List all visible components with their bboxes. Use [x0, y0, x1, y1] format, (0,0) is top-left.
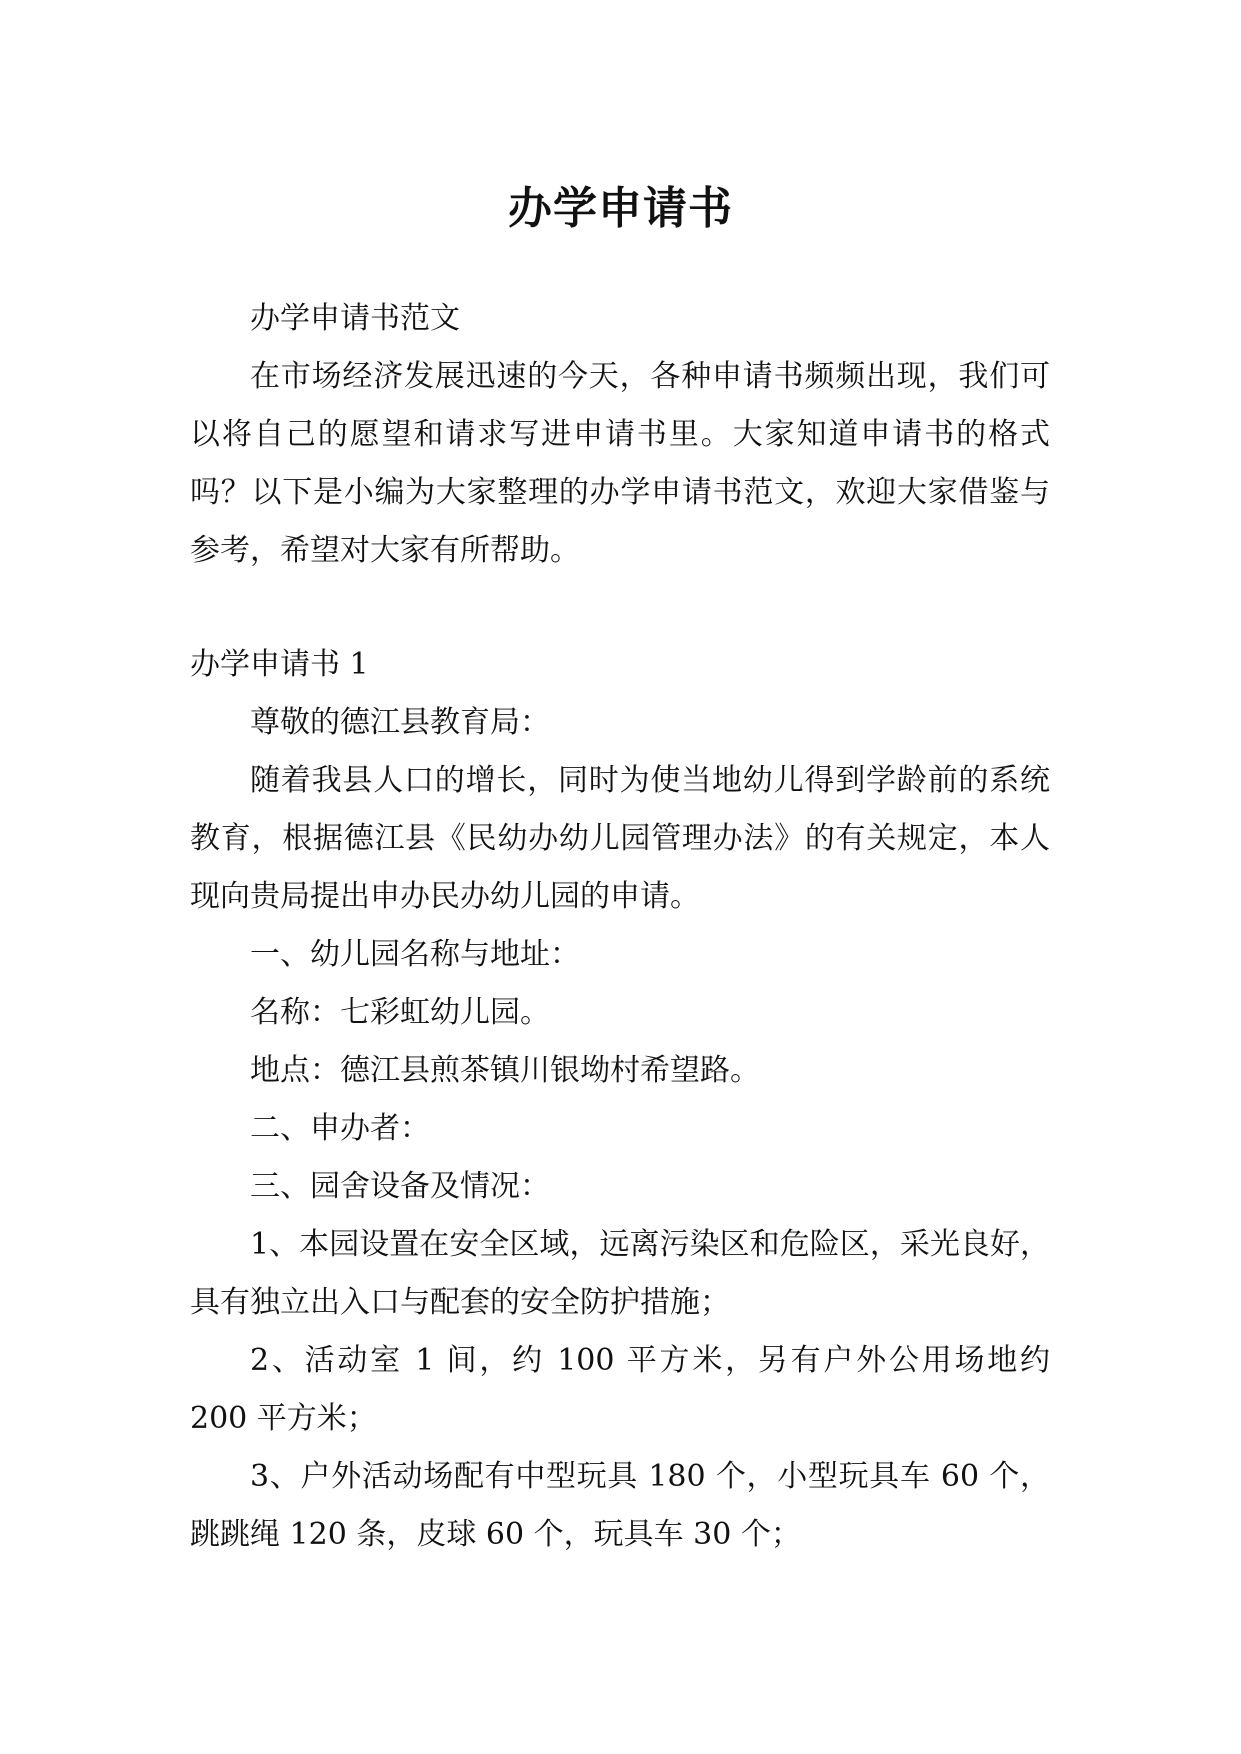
salutation: 尊敬的德江县教育局：	[250, 705, 550, 740]
facility-item-2: 2、活动室 1 间，约 100 平方米，另有户外公用场地约 200 平方米；	[190, 1343, 1050, 1436]
section-heading: 办学申请书 1	[190, 647, 369, 682]
facility-item-3: 3、户外活动场配有中型玩具 180 个，小型玩具车 60 个，跳跳绳 120 条，皮球 60 个，玩具车 30 个；	[190, 1459, 1050, 1552]
section-gap	[190, 580, 1050, 636]
item-address: 地点：德江县煎茶镇川银坳村希望路。	[250, 1053, 760, 1088]
item-heading-name-address: 一、幼儿园名称与地址：	[250, 937, 580, 972]
document-body	[190, 290, 1050, 1564]
paragraph-application: 随着我县人口的增长，同时为使当地幼儿得到学龄前的系统教育，根据德江县《民幼办幼儿园管理办法》的有关规定，本人现向贵局提出申办民办幼儿园的申请。	[190, 763, 1050, 914]
item-heading-applicant: 二、申办者：	[250, 1111, 430, 1146]
item-heading-facilities: 三、园舍设备及情况：	[250, 1169, 550, 1204]
paragraph-intro: 在市场经济发展迅速的今天，各种申请书频频出现，我们可以将自己的愿望和请求写进申请书里。大家知道申请书的格式吗？以下是小编为大家整理的办学申请书范文，欢迎大家借鉴与参考，希望对大家有所帮助。	[190, 359, 1050, 568]
document-title: 办学申请书	[508, 183, 733, 235]
paragraph-subtitle: 办学申请书范文	[250, 301, 460, 336]
item-name: 名称：七彩虹幼儿园。	[250, 995, 550, 1030]
facility-item-1: 1、本园设置在安全区域，远离污染区和危险区，采光良好，具有独立出入口与配套的安全防护措施；	[190, 1227, 1050, 1320]
